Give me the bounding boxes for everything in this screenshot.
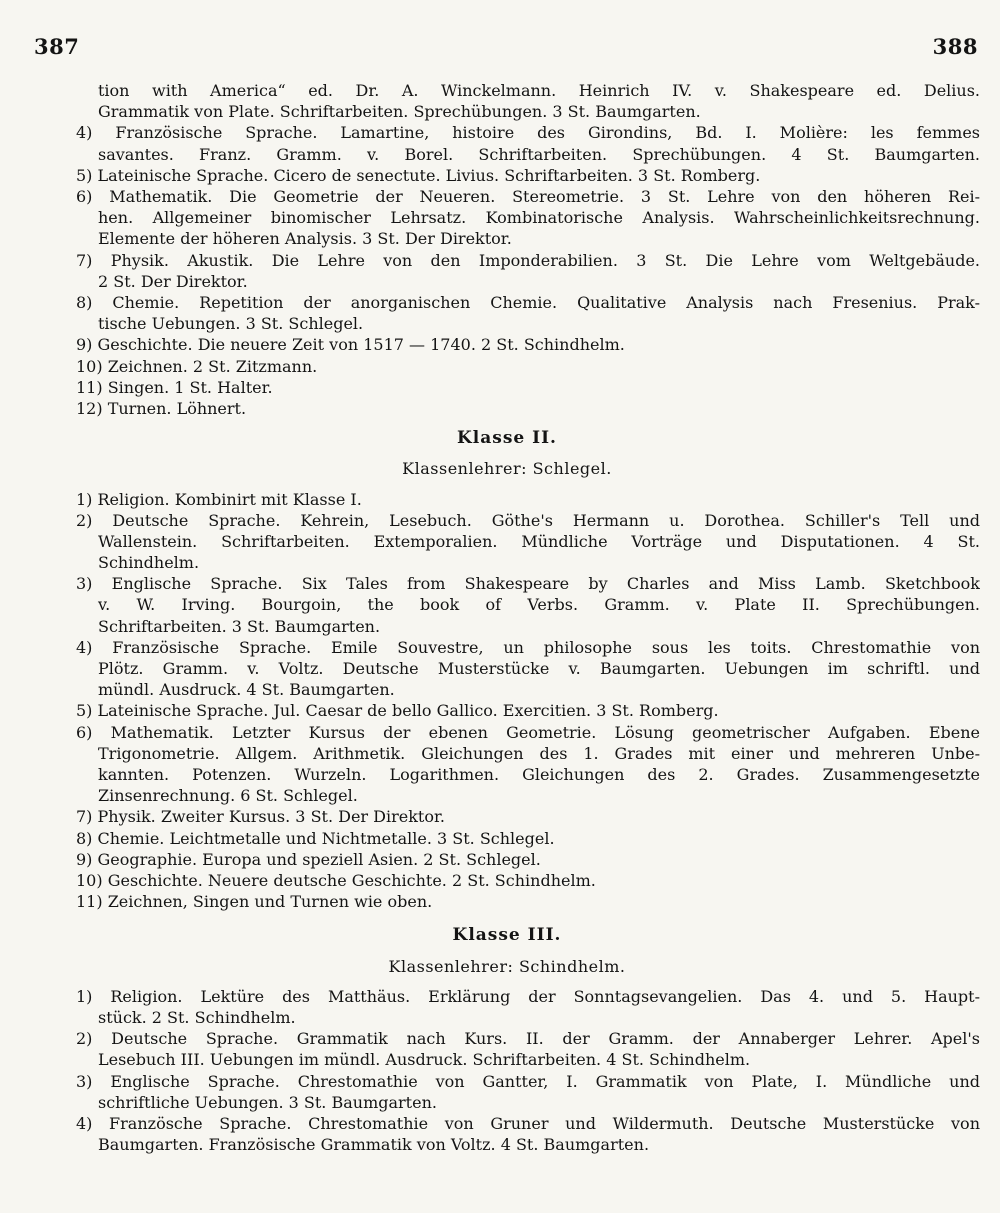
text-line: 7) Physik. Zweiter Kursus. 3 St. Der Direktor. <box>76 807 445 827</box>
text-line: Baumgarten. Französische Grammatik von Voltz. 4 St. Baumgarten. <box>98 1135 650 1155</box>
section-heading-class-3: Klasse III. <box>452 925 562 946</box>
text-line: Lesebuch III. Uebungen im mündl. Ausdruck. Schriftarbeiten. 4 St. Schindhelm. <box>98 1050 751 1070</box>
text-line: tische Uebungen. 3 St. Schlegel. <box>98 314 364 334</box>
class-teacher-class-2: Klassenlehrer: Schlegel. <box>402 459 612 479</box>
text-line: 9) Geschichte. Die neuere Zeit von 1517 — 1740. 2 St. Schindhelm. <box>76 335 625 355</box>
text-line: 8) Chemie. Repetition der anorganischen Chemie. Qualitative Analysis nach Fresenius. Prak- <box>76 292 980 312</box>
text-line: 3) Englische Sprache. Six Tales from Shakespeare by Charles and Miss Lamb. Sketchbook <box>76 574 980 594</box>
text-line: 5) Lateinische Sprache. Jul. Caesar de bello Gallico. Exercitien. 3 St. Romberg. <box>76 701 719 721</box>
text-line: v. W. Irving. Bourgoin, the book of Verbs. Gramm. v. Plate II. Sprechübungen. <box>98 595 980 615</box>
page-number-left: 387 <box>34 34 80 59</box>
text-line: schriftliche Uebungen. 3 St. Baumgarten. <box>98 1092 437 1112</box>
text-line: 4) Französische Sprache. Emile Souvestre, un philosophe sous les toits. Chrestomathie von <box>76 637 980 657</box>
section-heading-class-2: Klasse II. <box>457 428 557 449</box>
text-line: savantes. Franz. Gramm. v. Borel. Schriftarbeiten. Sprechübungen. 4 St. Baumgarten. <box>98 144 980 164</box>
text-line: Schindhelm. <box>98 553 200 573</box>
text-line: stück. 2 St. Schindhelm. <box>98 1008 296 1027</box>
text-line: 11) Zeichnen, Singen und Turnen wie oben. <box>76 892 433 912</box>
page-number-right: 388 <box>932 34 978 59</box>
text-line: 11) Singen. 1 St. Halter. <box>76 377 273 397</box>
text-line: 9) Geographie. Europa und speziell Asien. 2 St. Schlegel. <box>76 849 541 869</box>
text-line: 1) Religion. Lektüre des Matthäus. Erklärung der Sonntagsevangelien. Das 4. und 5. Haupt- <box>76 986 980 1006</box>
text-line: 4) Französische Sprache. Lamartine, histoire des Girondins, Bd. I. Molière: les femmes <box>76 123 980 143</box>
text-line: 2) Deutsche Sprache. Kehrein, Lesebuch. Göthe's Hermann u. Dorothea. Schiller's Tell und <box>76 510 980 530</box>
text-line: 10) Geschichte. Neuere deutsche Geschichte. 2 St. Schindhelm. <box>76 871 596 891</box>
text-line: 1) Religion. Kombinirt mit Klasse I. <box>76 489 362 509</box>
text-line: Grammatik von Plate. Schriftarbeiten. Sprechübungen. 3 St. Baumgarten. <box>98 102 701 122</box>
text-line: mündl. Ausdruck. 4 St. Baumgarten. <box>98 680 395 700</box>
text-line: Zinsenrechnung. 6 St. Schlegel. <box>98 786 358 806</box>
text-line: 12) Turnen. Löhnert. <box>76 398 247 418</box>
text-line: 6) Mathematik. Letzter Kursus der ebenen Geometrie. Lösung geometrischer Aufgaben. Ebene <box>76 722 980 742</box>
text-line: 2) Deutsche Sprache. Grammatik nach Kurs. II. der Gramm. der Annaberger Lehrer. Apel's <box>76 1029 980 1049</box>
text-line: 5) Lateinische Sprache. Cicero de senectute. Livius. Schriftarbeiten. 3 St. Romberg. <box>76 165 761 185</box>
text-line: 7) Physik. Akustik. Die Lehre von den Imponderabilien. 3 St. Die Lehre vom Weltgebäude. <box>76 250 980 270</box>
text-line: 10) Zeichnen. 2 St. Zitzmann. <box>76 356 318 376</box>
text-line: 6) Mathematik. Die Geometrie der Neueren. Stereometrie. 3 St. Lehre von den höheren Rei- <box>76 186 980 206</box>
curriculum-text <box>34 80 980 1155</box>
text-line: tion with America“ ed. Dr. A. Winckelmann. Heinrich IV. v. Shakespeare ed. Delius. <box>98 81 980 100</box>
text-line: Plötz. Gramm. v. Voltz. Deutsche Musterstücke v. Baumgarten. Uebungen im schriftl. und <box>98 659 980 679</box>
text-line: Elemente der höheren Analysis. 3 St. Der Direktor. <box>98 229 512 249</box>
text-line: 8) Chemie. Leichtmetalle und Nichtmetalle. 3 St. Schlegel. <box>76 828 555 848</box>
text-line: Schriftarbeiten. 3 St. Baumgarten. <box>98 616 381 636</box>
text-line: Wallenstein. Schriftarbeiten. Extemporalien. Mündliche Vorträge und Disputationen. 4 St. <box>98 531 980 551</box>
text-line: 4) Französche Sprache. Chrestomathie von Gruner und Wildermuth. Deutsche Musterstücke von <box>76 1113 980 1133</box>
text-line: 3) Englische Sprache. Chrestomathie von Gantter, I. Grammatik von Plate, I. Mündliche und <box>76 1071 980 1091</box>
text-line: hen. Allgemeiner binomischer Lehrsatz. Kombinatorische Analysis. Wahrscheinlichkeitsrechnung. <box>98 208 980 228</box>
text-line: 2 St. Der Direktor. <box>98 271 248 291</box>
text-line: Trigonometrie. Allgem. Arithmetik. Gleichungen des 1. Grades mit einer und mehreren Unbe- <box>98 743 980 763</box>
text-line: kannten. Potenzen. Wurzeln. Logarithmen. Gleichungen des 2. Grades. Zusammengesetzte <box>98 765 980 785</box>
class-teacher-class-3: Klassenlehrer: Schindhelm. <box>388 956 626 976</box>
